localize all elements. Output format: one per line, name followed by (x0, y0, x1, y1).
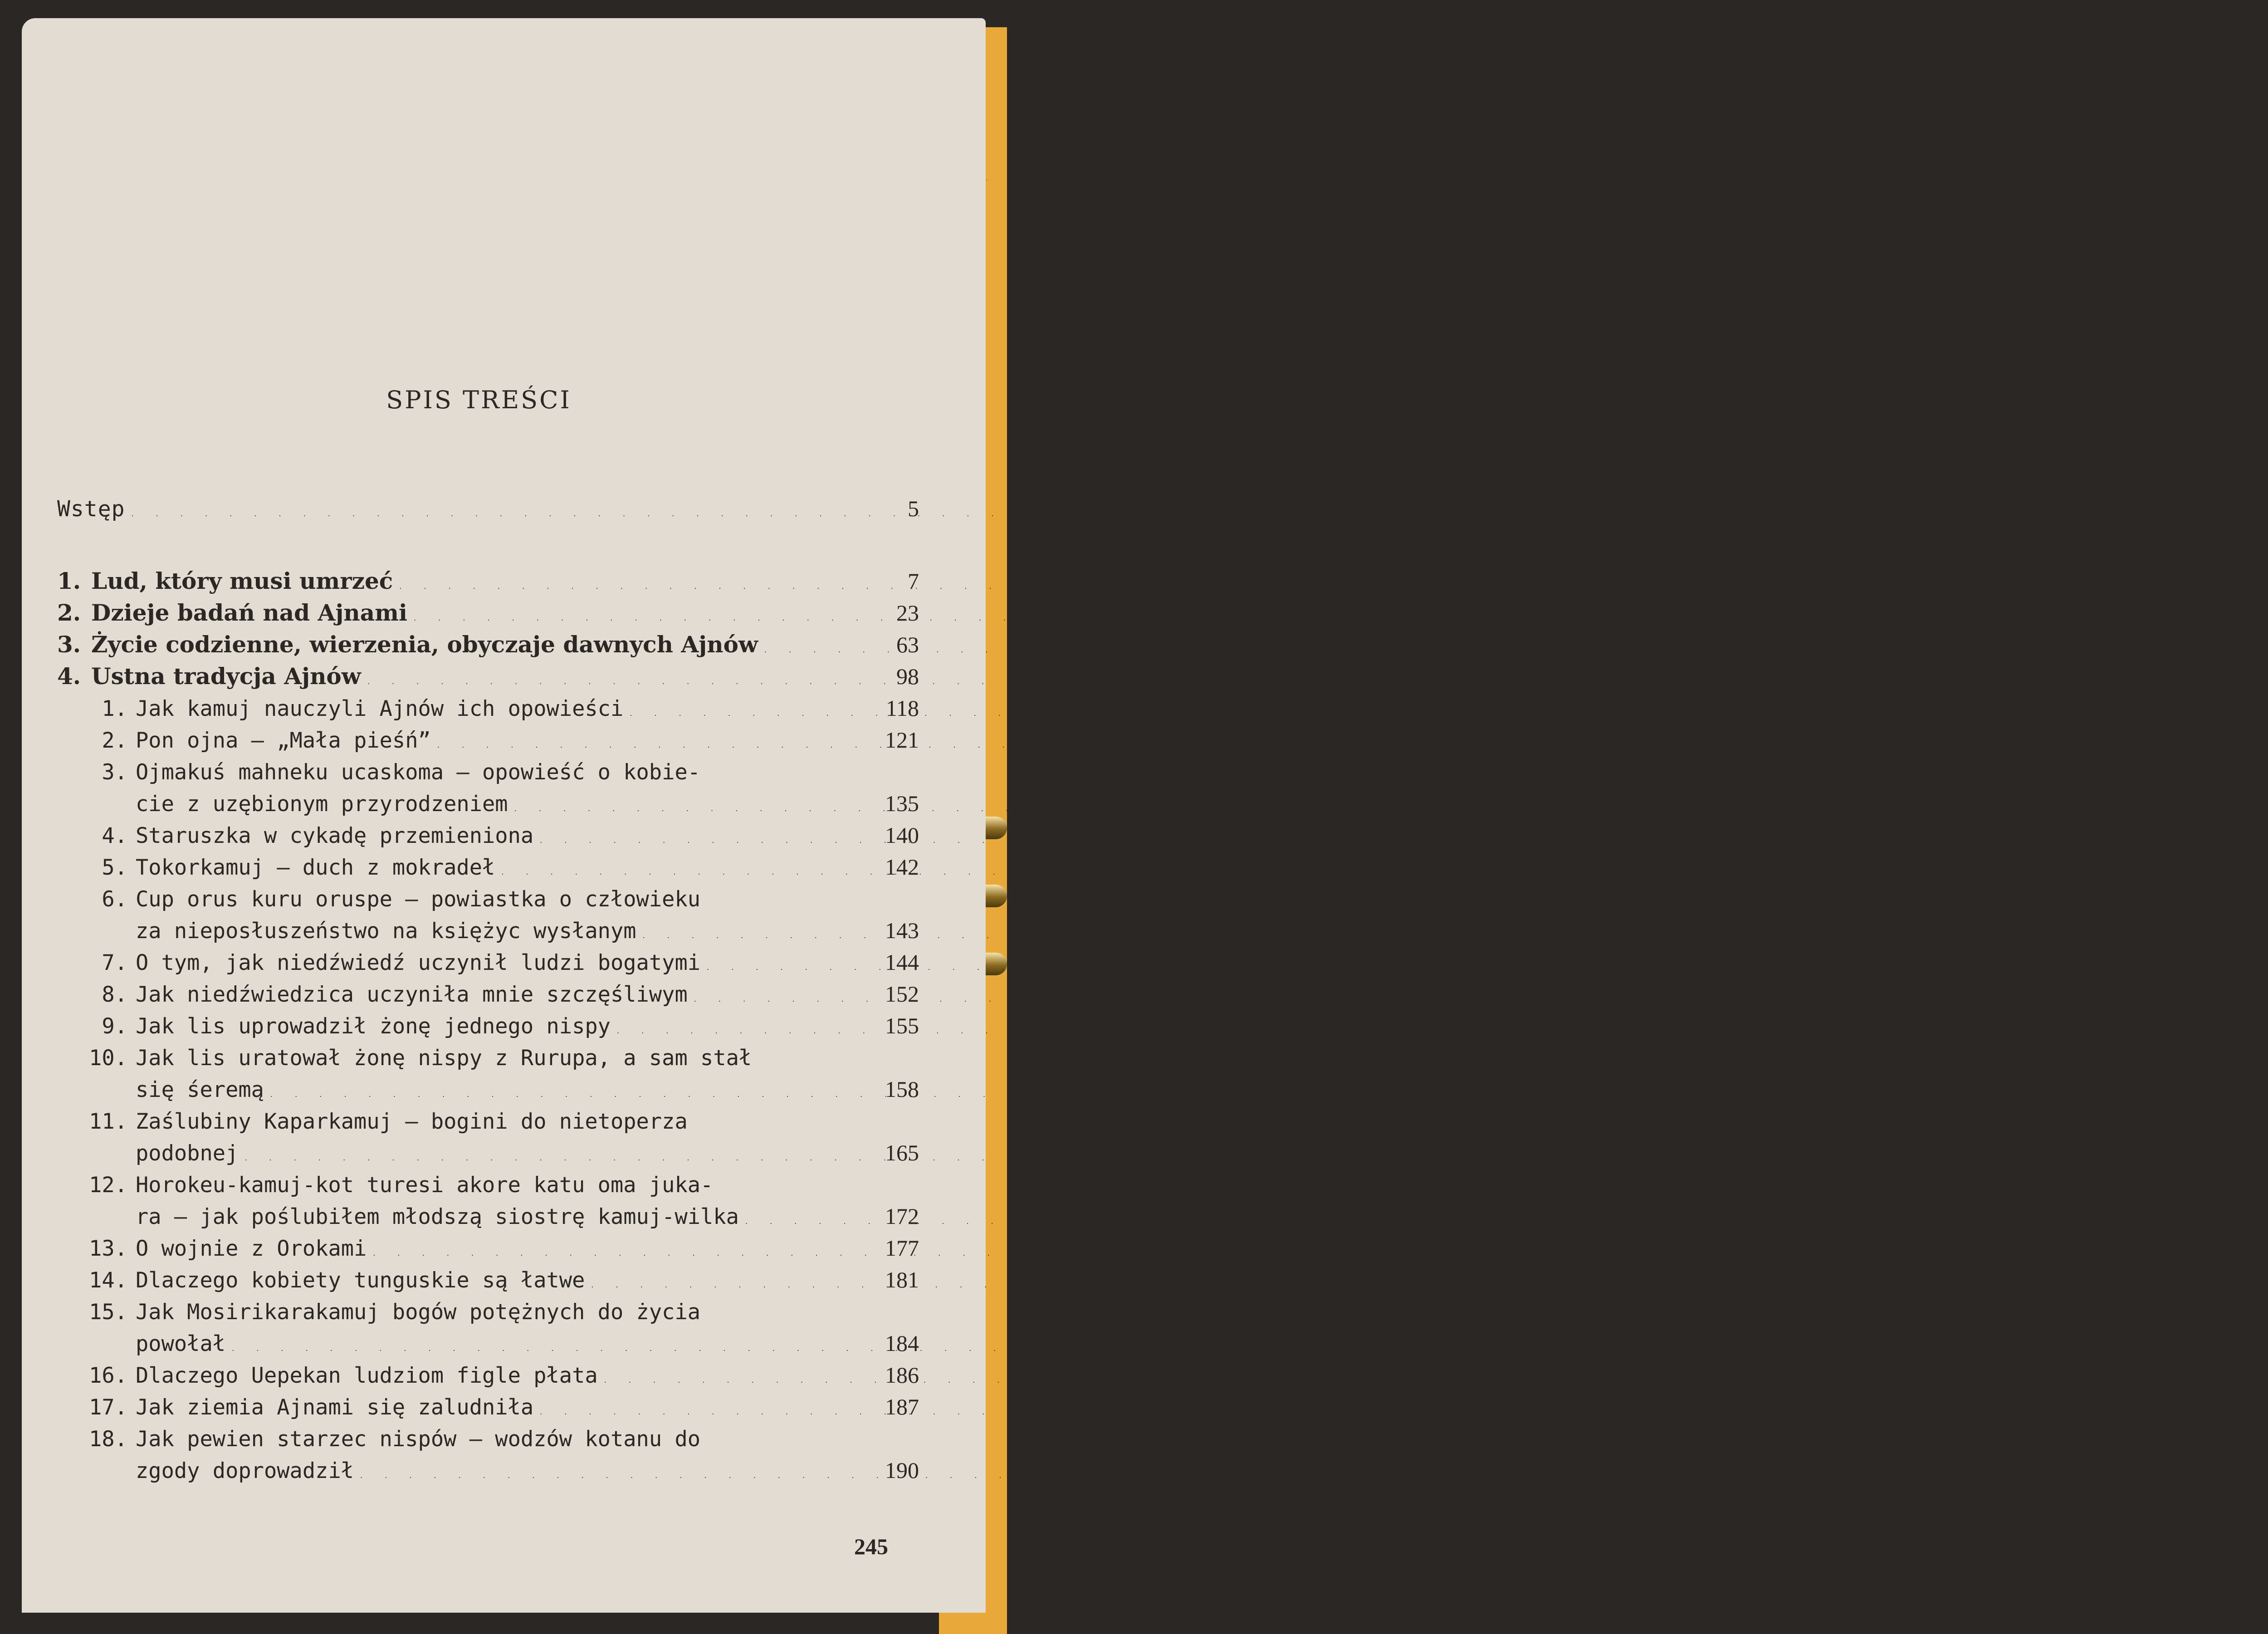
story-page: 152 (885, 981, 919, 1007)
leader-dots (437, 741, 851, 749)
leader-dots (540, 1408, 851, 1416)
leader-dots (232, 1344, 851, 1353)
story-title-line2: podobnej (136, 1141, 239, 1166)
story-page: 158 (885, 1076, 919, 1102)
story-title-line2: powołał (136, 1331, 226, 1356)
story-number: 6. (102, 887, 127, 912)
toc-entry-line (57, 917, 919, 944)
story-title: Jak lis uprowadził żonę jednego nispy (136, 1014, 611, 1039)
toc-story (57, 1166, 919, 1198)
toc-entry-line (57, 1203, 919, 1229)
toc-entry (57, 981, 919, 1007)
story-title-line1: Jak lis uratował żonę nispy z Rurupa, a sam stał (136, 1046, 752, 1071)
toc-entry (57, 631, 919, 658)
story-title: O tym, jak niedźwiedź uczynił ludzi bogatymi (136, 950, 701, 975)
story-number: 18. (89, 1427, 127, 1452)
story-page: 177 (885, 1235, 919, 1261)
story-number: 12. (89, 1173, 127, 1198)
story-page: 135 (885, 791, 919, 816)
toc-entry-line (57, 1076, 919, 1102)
leader-dots (694, 995, 851, 1003)
leader-dots (707, 963, 851, 972)
story-number: 1. (102, 696, 127, 721)
story-number: 3. (102, 760, 127, 785)
story-page: 121 (885, 727, 919, 753)
leader-dots (414, 614, 851, 622)
chapter-number: 2. (57, 599, 81, 626)
story-page: 142 (885, 854, 919, 880)
leader-dots (373, 1249, 851, 1257)
toc-entry-line (57, 760, 919, 785)
chapter-title: Ustna tradycja Ajnów (91, 663, 361, 690)
chapter-number: 3. (57, 631, 81, 658)
toc-entry-line (57, 1457, 919, 1483)
leader-dots (367, 677, 851, 686)
toc-entry (57, 727, 919, 753)
toc-entry (57, 949, 919, 975)
toc-story (57, 1293, 919, 1325)
story-page: 184 (885, 1331, 919, 1356)
story-title-line1: Horokeu-kamuj-kot turesi akore katu oma juka- (136, 1173, 714, 1198)
story-title-line2: cie z uzębionym przyrodzeniem (136, 792, 508, 817)
toc-story (57, 1420, 919, 1452)
story-title-line1: Cup orus kuru oruspe — powiastka o człowieku (136, 887, 701, 912)
story-page: 165 (885, 1140, 919, 1165)
toc-story-continuation (57, 1452, 919, 1483)
story-number: 13. (89, 1236, 127, 1261)
chapter-title: Życie codzienne, wierzenia, obyczaje dawnych Ajnów (91, 631, 758, 658)
toc-entry (57, 1267, 919, 1293)
toc-entry-line (57, 1046, 919, 1071)
toc-entry (57, 822, 919, 848)
toc-story (57, 1039, 919, 1071)
story-title: Staruszka w cykadę przemieniona (136, 823, 534, 848)
leader-dots (244, 1154, 851, 1162)
toc-story (57, 1007, 919, 1039)
toc-story (57, 721, 919, 753)
leader-dots (630, 709, 851, 718)
story-number: 16. (89, 1363, 127, 1388)
toc-entry (57, 1394, 919, 1420)
toc-story (57, 1261, 919, 1293)
toc-entry-line (57, 1427, 919, 1452)
story-title: O wojnie z Orokami (136, 1236, 367, 1261)
story-page: 172 (885, 1203, 919, 1229)
toc-story (57, 1388, 919, 1420)
leader-dots (745, 1217, 851, 1226)
story-page: 144 (885, 949, 919, 975)
toc-chapter (57, 626, 919, 658)
toc-entry-line (57, 1300, 919, 1325)
toc-entry-line (57, 790, 919, 817)
toc-entry (57, 1362, 919, 1388)
story-title: Jak kamuj nauczyli Ajnów ich opowieści (136, 696, 624, 721)
chapter-page: 98 (896, 664, 919, 689)
chapter-page: 7 (908, 568, 919, 594)
story-title-line2: za nieposłuszeństwo na księżyc wysłanym (136, 919, 636, 944)
toc-entry (57, 567, 919, 594)
leader-dots (540, 836, 851, 845)
toc-story (57, 753, 919, 785)
story-number: 9. (102, 1014, 127, 1039)
toc-chapter (57, 563, 919, 594)
toc-entry-line (57, 1109, 919, 1134)
story-number: 10. (89, 1046, 127, 1071)
chapter-number: 4. (57, 663, 81, 690)
story-number: 14. (89, 1268, 127, 1293)
story-number: 11. (89, 1109, 127, 1134)
story-page: 140 (885, 822, 919, 848)
leader-dots (604, 1376, 851, 1384)
story-title: Dlaczego kobiety tunguskie są łatwe (136, 1268, 585, 1293)
toc-story (57, 690, 919, 721)
leader-dots (399, 582, 851, 591)
leader-dots (514, 804, 851, 813)
story-page: 155 (885, 1013, 919, 1038)
chapter-title: Dzieje badań nad Ajnami (91, 599, 407, 626)
leader-dots (591, 1281, 851, 1289)
toc-entry (57, 599, 919, 626)
leader-dots (617, 1027, 851, 1035)
toc-story (57, 975, 919, 1007)
toc-story-continuation (57, 1325, 919, 1356)
story-page: 186 (885, 1362, 919, 1388)
toc-entry-page: 5 (908, 496, 919, 521)
story-title: Dlaczego Uepekan ludziom figle płata (136, 1363, 598, 1388)
leader-dots (501, 868, 851, 876)
story-number: 5. (102, 855, 127, 880)
leader-dots (132, 509, 851, 518)
page-title: SPIS TREŚCI (386, 386, 572, 414)
toc-story (57, 1356, 919, 1388)
story-number: 7. (102, 950, 127, 975)
toc-story-continuation (57, 1198, 919, 1229)
leader-dots (764, 646, 851, 654)
toc-entry-line (57, 1173, 919, 1198)
toc-entry-intro (57, 485, 919, 522)
story-title-line1: Zaślubiny Kaparkamuj — bogini do nietoperza (136, 1109, 688, 1134)
toc-story (57, 1229, 919, 1261)
toc-chapter (57, 658, 919, 690)
story-title-line1: Jak pewien starzec nispów — wodzów kotanu do (136, 1427, 701, 1452)
story-title: Tokorkamuj — duch z mokradeł (136, 855, 495, 880)
story-number: 8. (102, 982, 127, 1007)
leader-dots (643, 931, 851, 940)
toc-entry (57, 663, 919, 690)
toc-story (57, 817, 919, 848)
toc-story-continuation (57, 1071, 919, 1102)
toc-entry-line (57, 1330, 919, 1356)
chapter-number: 1. (57, 567, 81, 594)
chapter-page: 63 (896, 632, 919, 657)
story-title-line2: zgody doprowadził (136, 1458, 354, 1483)
toc-story (57, 848, 919, 880)
toc-story-continuation (57, 785, 919, 817)
story-title: Pon ojna — „Mała pieśń” (136, 728, 431, 753)
story-number: 15. (89, 1300, 127, 1325)
toc-story-continuation (57, 1134, 919, 1166)
toc-entry (57, 854, 919, 880)
story-number: 2. (102, 728, 127, 753)
story-page: 118 (885, 695, 919, 721)
story-number: 17. (89, 1395, 127, 1420)
toc-story (57, 944, 919, 975)
table-of-contents (57, 485, 919, 1483)
toc-entry (57, 1235, 919, 1261)
chapter-page: 23 (896, 600, 919, 626)
story-number: 4. (102, 823, 127, 848)
story-page: 190 (885, 1458, 919, 1483)
toc-entry-title: Wstęp (57, 496, 125, 522)
story-page: 143 (885, 918, 919, 943)
story-title-line2: ra — jak poślubiłem młodszą siostrę kamuj-wilka (136, 1204, 739, 1229)
leader-dots (270, 1090, 851, 1099)
toc-entry (57, 695, 919, 721)
chapter-title: Lud, który musi umrzeć (91, 567, 393, 594)
story-title: Jak ziemia Ajnami się zaludniła (136, 1395, 534, 1420)
story-title-line1: Jak Mosirikarakamuj bogów potężnych do życia (136, 1300, 701, 1325)
story-title-line2: się śeremą (136, 1077, 264, 1102)
story-page: 181 (885, 1267, 919, 1292)
book-page (22, 18, 986, 1613)
toc-story-continuation (57, 912, 919, 944)
toc-story (57, 880, 919, 912)
toc-chapter (57, 594, 919, 626)
page-number: 245 (854, 1534, 888, 1559)
story-title-line1: Ojmakuś mahneku ucaskoma — opowieść o kobie- (136, 760, 701, 785)
toc-entry-line (57, 887, 919, 912)
toc-entry-line (57, 1140, 919, 1166)
toc-story (57, 1102, 919, 1134)
story-title: Jak niedźwiedzica uczyniła mnie szczęśliwym (136, 982, 688, 1007)
story-page: 187 (885, 1394, 919, 1419)
leader-dots (360, 1471, 851, 1480)
toc-entry (57, 1013, 919, 1039)
